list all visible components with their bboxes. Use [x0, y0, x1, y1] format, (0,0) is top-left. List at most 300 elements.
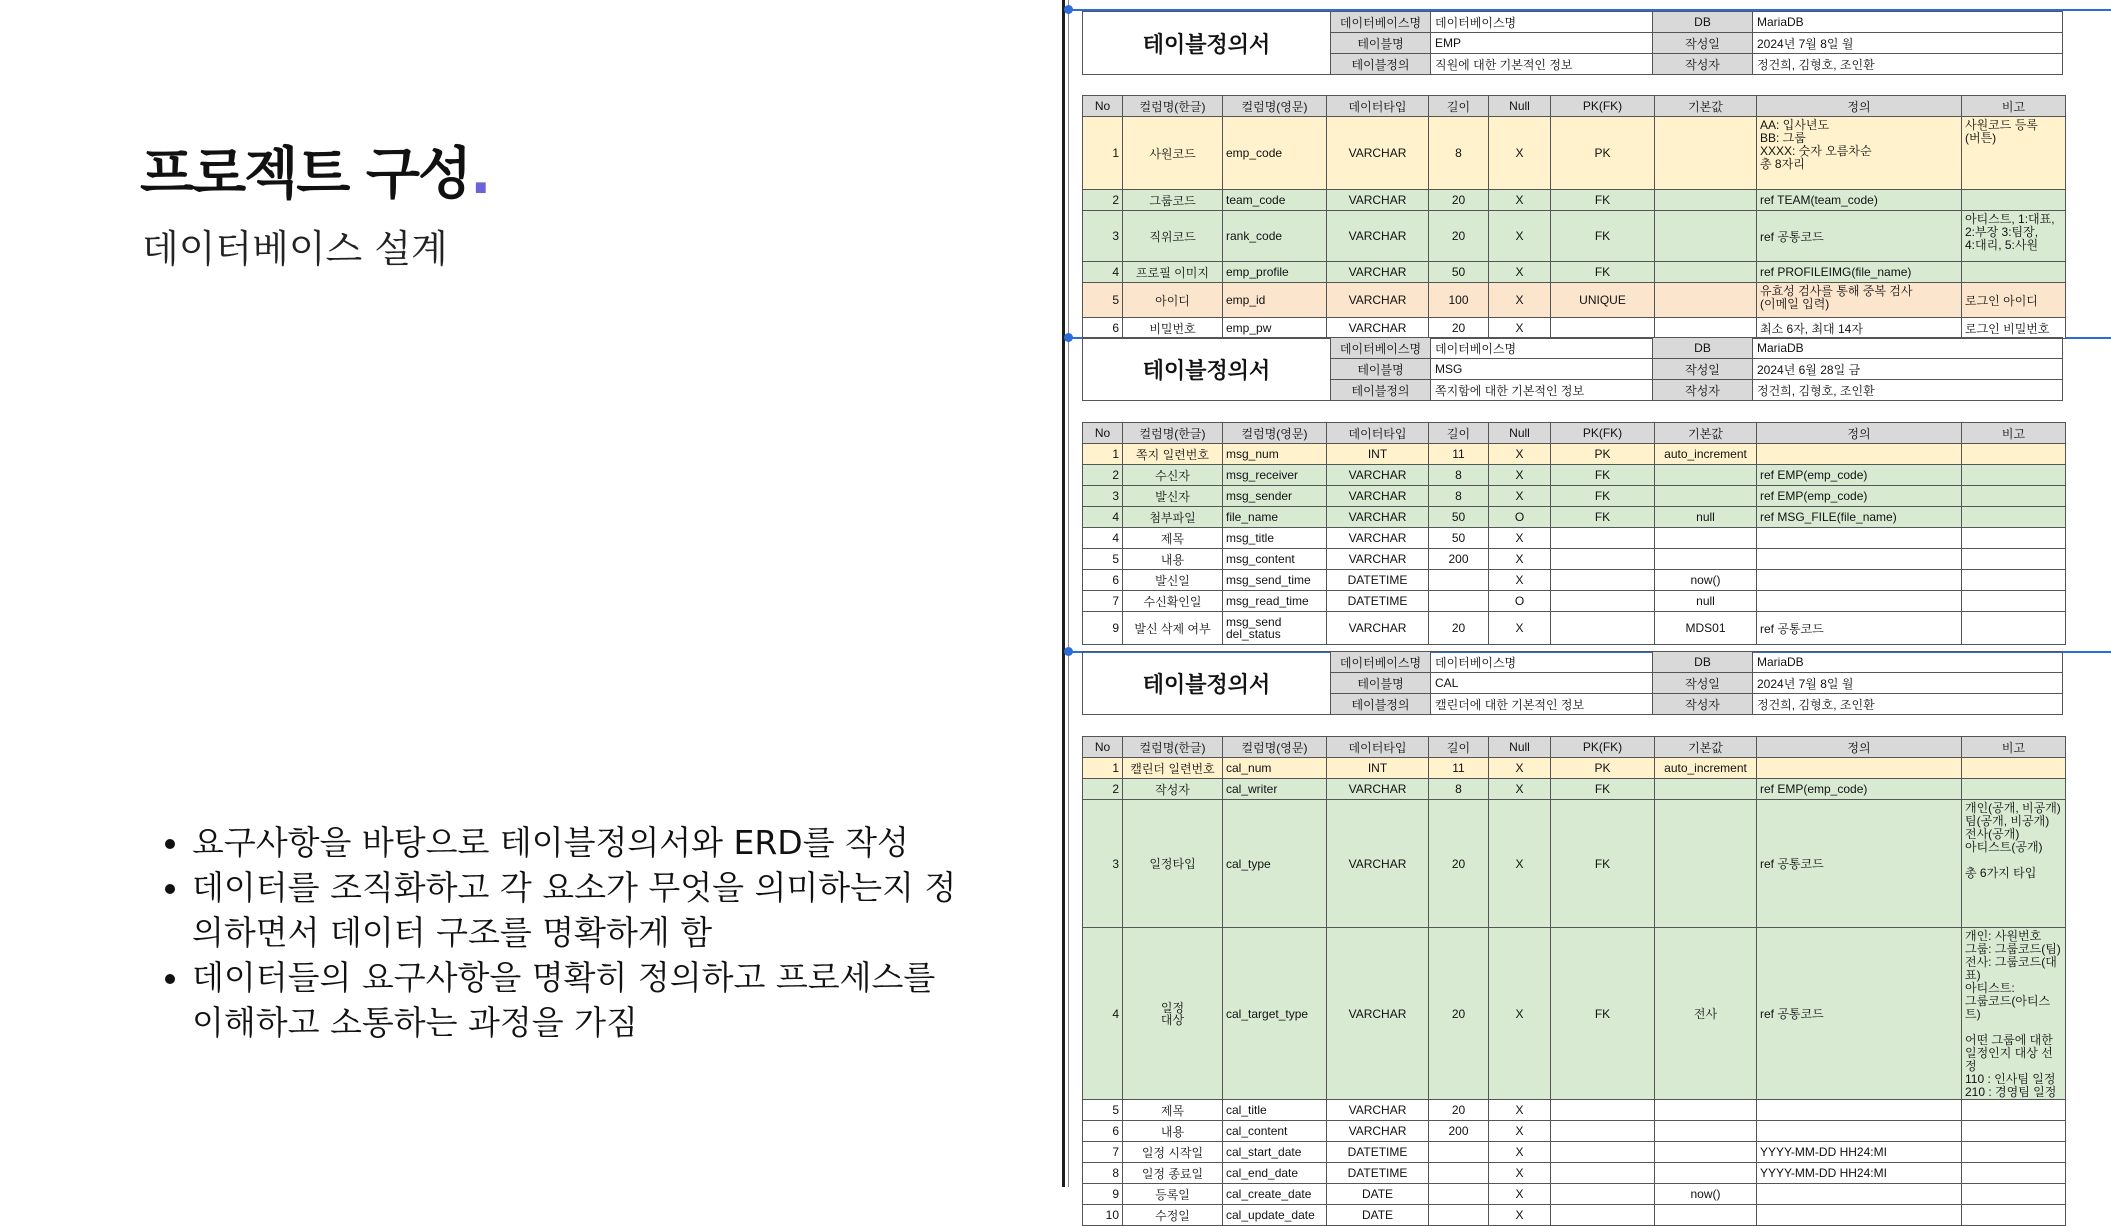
cell-name-en: cal_writer [1223, 779, 1327, 800]
column-table-cal [1082, 736, 2066, 1226]
cell-name-en: team_code [1223, 190, 1327, 211]
cell-note [1962, 528, 2066, 549]
cell-key [1551, 1163, 1655, 1184]
cell-default [1655, 1163, 1757, 1184]
column-header: 비고 [1962, 96, 2066, 117]
column-header: 컬럼명(영문) [1223, 737, 1327, 758]
db-value: MariaDB [1753, 338, 2063, 359]
table-row[interactable] [1083, 507, 2066, 528]
table-row[interactable] [1083, 444, 2066, 465]
cell-name-en: cal_num [1223, 758, 1327, 779]
cell-key: PK [1551, 758, 1655, 779]
cell-default [1655, 1142, 1757, 1163]
table-name-label: 테이블명 [1331, 673, 1431, 694]
cell-definition: ref EMP(emp_code) [1757, 486, 1962, 507]
selection-handle[interactable] [1064, 647, 1073, 656]
cell-key: FK [1551, 800, 1655, 928]
db-name-label: 데이터베이스명 [1331, 12, 1431, 33]
author-value: 정건희, 김형호, 조인환 [1753, 380, 2063, 401]
cell-length: 50 [1429, 507, 1489, 528]
cell-note [1962, 549, 2066, 570]
author-label: 작성자 [1653, 694, 1753, 715]
cell-type: VARCHAR [1327, 612, 1429, 645]
cell-default: null [1655, 507, 1757, 528]
cell-length: 20 [1429, 928, 1489, 1100]
cell-type: DATE [1327, 1205, 1429, 1226]
table-row[interactable] [1083, 612, 2066, 645]
cell-default: 전사 [1655, 928, 1757, 1100]
cell-no: 7 [1083, 591, 1123, 612]
cell-length: 11 [1429, 444, 1489, 465]
created-value: 2024년 7월 8일 월 [1753, 33, 2063, 54]
cell-name-en: msg_num [1223, 444, 1327, 465]
cell-default [1655, 528, 1757, 549]
table-row[interactable] [1083, 486, 2066, 507]
table-row[interactable] [1083, 1205, 2066, 1226]
cell-note [1962, 779, 2066, 800]
cell-length: 8 [1429, 486, 1489, 507]
cell-key: FK [1551, 211, 1655, 262]
cell-no: 5 [1083, 1100, 1123, 1121]
created-label: 작성일 [1653, 673, 1753, 694]
slide-title-text: 프로젝트 구성 [140, 142, 471, 207]
column-header: 컬럼명(영문) [1223, 96, 1327, 117]
cell-key: FK [1551, 486, 1655, 507]
spec-doc-title: 테이블정의서 [1083, 338, 1331, 401]
cell-length: 8 [1429, 465, 1489, 486]
cell-default [1655, 779, 1757, 800]
table-row[interactable] [1083, 465, 2066, 486]
column-header-row [1083, 423, 2066, 444]
cell-definition: ref EMP(emp_code) [1757, 465, 1962, 486]
cell-type: VARCHAR [1327, 1121, 1429, 1142]
cell-name-en: cal_target_type [1223, 928, 1327, 1100]
cell-null: X [1489, 1121, 1551, 1142]
cell-name-en: cal_content [1223, 1121, 1327, 1142]
table-row[interactable] [1083, 928, 2066, 1100]
cell-default [1655, 1100, 1757, 1121]
table-row[interactable] [1083, 779, 2066, 800]
cell-type: VARCHAR [1327, 318, 1429, 339]
cell-no: 8 [1083, 1163, 1123, 1184]
cell-type: VARCHAR [1327, 528, 1429, 549]
cell-default [1655, 283, 1757, 318]
cell-length: 20 [1429, 612, 1489, 645]
column-header: 데이터타입 [1327, 96, 1429, 117]
cell-default: now() [1655, 1184, 1757, 1205]
cell-type: VARCHAR [1327, 800, 1429, 928]
cell-key [1551, 1184, 1655, 1205]
cell-name-ko: 발신 삭제 여부 [1123, 612, 1223, 645]
cell-note [1962, 1205, 2066, 1226]
column-header: 컬럼명(한글) [1123, 737, 1223, 758]
column-header: Null [1489, 737, 1551, 758]
cell-default: MDS01 [1655, 612, 1757, 645]
table-def-label: 테이블정의 [1331, 54, 1431, 75]
cell-default: null [1655, 591, 1757, 612]
cell-no: 3 [1083, 486, 1123, 507]
cell-name-ko: 사원코드 [1123, 117, 1223, 190]
cell-name-ko: 발신자 [1123, 486, 1223, 507]
cell-null: X [1489, 779, 1551, 800]
cell-name-ko: 작성자 [1123, 779, 1223, 800]
column-header: No [1083, 737, 1123, 758]
cell-null: X [1489, 262, 1551, 283]
created-value: 2024년 7월 8일 월 [1753, 673, 2063, 694]
cell-no: 6 [1083, 1121, 1123, 1142]
cell-length [1429, 1163, 1489, 1184]
table-row[interactable] [1083, 800, 2066, 928]
spec-doc-title: 테이블정의서 [1083, 652, 1331, 715]
cell-key: PK [1551, 444, 1655, 465]
table-row[interactable] [1083, 117, 2066, 190]
cell-note [1962, 1142, 2066, 1163]
author-value: 정건희, 김형호, 조인환 [1753, 54, 2063, 75]
table-def-value: 직원에 대한 기본적인 정보 [1431, 54, 1653, 75]
cell-name-en: emp_id [1223, 283, 1327, 318]
cell-name-en: msg_read_time [1223, 591, 1327, 612]
table-name-value: CAL [1431, 673, 1653, 694]
table-row[interactable] [1083, 211, 2066, 262]
slide-text-panel [0, 0, 1060, 1187]
column-header: 비고 [1962, 423, 2066, 444]
db-label: DB [1653, 338, 1753, 359]
table-row[interactable] [1083, 190, 2066, 211]
table-row[interactable] [1083, 318, 2066, 339]
cell-type: DATETIME [1327, 591, 1429, 612]
cell-length [1429, 591, 1489, 612]
column-table-msg [1082, 422, 2066, 645]
table-row[interactable] [1083, 1184, 2066, 1205]
cell-definition [1757, 1184, 1962, 1205]
cell-name-en: cal_title [1223, 1100, 1327, 1121]
cell-name-ko: 제목 [1123, 528, 1223, 549]
cell-note [1962, 591, 2066, 612]
cell-null: X [1489, 528, 1551, 549]
cell-default: auto_increment [1655, 444, 1757, 465]
table-name-value: EMP [1431, 33, 1653, 54]
cell-default [1655, 117, 1757, 190]
cell-key [1551, 1121, 1655, 1142]
cell-name-en: cal_create_date [1223, 1184, 1327, 1205]
cell-definition [1757, 549, 1962, 570]
column-header: 정의 [1757, 96, 1962, 117]
cell-note [1962, 1100, 2066, 1121]
cell-type: VARCHAR [1327, 190, 1429, 211]
cell-null: X [1489, 800, 1551, 928]
cell-definition: ref 공통코드 [1757, 211, 1962, 262]
cell-type: DATETIME [1327, 1142, 1429, 1163]
table-row[interactable] [1083, 1121, 2066, 1142]
cell-note: 개인: 사원번호 그룹: 그룹코드(팀) 전사: 그룹코드(대표) 아티스트: 그룹코드(아티스트) 어떤 그룹에 대한 일정인지 대상 선정 110 : 인사팀 일정 210 : 경영팀 일정 [1962, 928, 2066, 1100]
cell-type: VARCHAR [1327, 211, 1429, 262]
cell-name-en: msg_receiver [1223, 465, 1327, 486]
table-row[interactable] [1083, 283, 2066, 318]
bullet-item: • 데이터를 조직화하고 각 요소가 무엇을 의미하는지 정의하면서 데이터 구조를 명확하게 함 [192, 865, 972, 955]
cell-definition [1757, 528, 1962, 549]
cell-no: 1 [1083, 117, 1123, 190]
cell-definition: ref 공통코드 [1757, 928, 1962, 1100]
cell-note [1962, 190, 2066, 211]
cell-note [1962, 507, 2066, 528]
cell-no: 1 [1083, 444, 1123, 465]
cell-definition: 최소 6자, 최대 14자 [1757, 318, 1962, 339]
cell-no: 9 [1083, 612, 1123, 645]
cell-definition: ref TEAM(team_code) [1757, 190, 1962, 211]
cell-key: PK [1551, 117, 1655, 190]
cell-key: UNIQUE [1551, 283, 1655, 318]
cell-name-ko: 일정 종료일 [1123, 1163, 1223, 1184]
cell-no: 10 [1083, 1205, 1123, 1226]
column-header: 정의 [1757, 737, 1962, 758]
cell-no: 2 [1083, 190, 1123, 211]
cell-key [1551, 1142, 1655, 1163]
cell-key: FK [1551, 465, 1655, 486]
panel-divider [1062, 0, 1065, 1187]
cell-note: 아티스트, 1:대표, 2:부장 3:팀장, 4:대리, 5:사원 [1962, 211, 2066, 262]
cell-definition: ref MSG_FILE(file_name) [1757, 507, 1962, 528]
created-value: 2024년 6월 28일 금 [1753, 359, 2063, 380]
db-name-value: 데이터베이스명 [1431, 338, 1653, 359]
bullet-item: • 요구사항을 바탕으로 테이블정의서와 ERD를 작성 [192, 820, 972, 865]
cell-name-en: rank_code [1223, 211, 1327, 262]
cell-note [1962, 486, 2066, 507]
cell-name-ko: 첨부파일 [1123, 507, 1223, 528]
table-def-value: 캘린더에 대한 기본적인 정보 [1431, 694, 1653, 715]
cell-length: 20 [1429, 800, 1489, 928]
cell-type: INT [1327, 444, 1429, 465]
cell-length [1429, 1205, 1489, 1226]
cell-null: X [1489, 928, 1551, 1100]
column-header: 컬럼명(한글) [1123, 423, 1223, 444]
cell-definition [1757, 1100, 1962, 1121]
cell-null: O [1489, 507, 1551, 528]
table-name-label: 테이블명 [1331, 33, 1431, 54]
selection-handle[interactable] [1064, 333, 1073, 342]
column-header: Null [1489, 423, 1551, 444]
column-header: 데이터타입 [1327, 737, 1429, 758]
cell-null: X [1489, 318, 1551, 339]
cell-null: X [1489, 190, 1551, 211]
cell-name-en: file_name [1223, 507, 1327, 528]
cell-no: 6 [1083, 318, 1123, 339]
cell-null: X [1489, 570, 1551, 591]
cell-type: VARCHAR [1327, 486, 1429, 507]
db-name-value: 데이터베이스명 [1431, 652, 1653, 673]
spec-doc-title: 테이블정의서 [1083, 12, 1331, 75]
cell-name-ko: 직위코드 [1123, 211, 1223, 262]
cell-name-ko: 일정 시작일 [1123, 1142, 1223, 1163]
column-header: 컬럼명(한글) [1123, 96, 1223, 117]
cell-type: VARCHAR [1327, 283, 1429, 318]
table-row[interactable] [1083, 1100, 2066, 1121]
cell-key [1551, 549, 1655, 570]
table-def-label: 테이블정의 [1331, 380, 1431, 401]
cell-null: X [1489, 486, 1551, 507]
db-label: DB [1653, 652, 1753, 673]
cell-key [1551, 570, 1655, 591]
column-table-emp [1082, 95, 2066, 339]
cell-definition [1757, 570, 1962, 591]
cell-name-en: msg_title [1223, 528, 1327, 549]
cell-default [1655, 262, 1757, 283]
cell-name-ko: 일정 대상 [1123, 928, 1223, 1100]
author-label: 작성자 [1653, 54, 1753, 75]
cell-no: 4 [1083, 262, 1123, 283]
cell-definition: 유효성 검사를 통해 중복 검사 (이메일 입력) [1757, 283, 1962, 318]
cell-name-ko: 수정일 [1123, 1205, 1223, 1226]
cell-null: X [1489, 465, 1551, 486]
cell-key: FK [1551, 928, 1655, 1100]
cell-length: 200 [1429, 1121, 1489, 1142]
cell-type: VARCHAR [1327, 549, 1429, 570]
cell-note [1962, 758, 2066, 779]
column-header: 컬럼명(영문) [1223, 423, 1327, 444]
cell-name-en: msg_send_time [1223, 570, 1327, 591]
table-row[interactable] [1083, 570, 2066, 591]
table-spec-header-msg [1082, 337, 2063, 401]
cell-name-en: cal_end_date [1223, 1163, 1327, 1184]
table-name-value: MSG [1431, 359, 1653, 380]
cell-null: X [1489, 211, 1551, 262]
column-header: 길이 [1429, 96, 1489, 117]
cell-note [1962, 465, 2066, 486]
selection-handle[interactable] [1064, 5, 1073, 14]
cell-null: X [1489, 612, 1551, 645]
cell-key [1551, 1205, 1655, 1226]
cell-null: O [1489, 591, 1551, 612]
cell-null: X [1489, 283, 1551, 318]
cell-name-ko: 캘린더 일련번호 [1123, 758, 1223, 779]
cell-null: X [1489, 758, 1551, 779]
cell-name-ko: 그룹코드 [1123, 190, 1223, 211]
cell-name-ko: 수신자 [1123, 465, 1223, 486]
cell-default [1655, 1205, 1757, 1226]
cell-type: VARCHAR [1327, 465, 1429, 486]
cell-name-ko: 비밀번호 [1123, 318, 1223, 339]
cell-default: auto_increment [1655, 758, 1757, 779]
cell-type: VARCHAR [1327, 928, 1429, 1100]
cell-no: 3 [1083, 211, 1123, 262]
cell-note: 로그인 비밀번호 [1962, 318, 2066, 339]
table-row[interactable] [1083, 758, 2066, 779]
table-row[interactable] [1083, 591, 2066, 612]
cell-no: 3 [1083, 800, 1123, 928]
cell-note: 개인(공개, 비공개) 팀(공개, 비공개) 전사(공개) 아티스트(공개) 총 6가지 타입 [1962, 800, 2066, 928]
column-header-row [1083, 96, 2066, 117]
cell-default [1655, 1121, 1757, 1142]
author-label: 작성자 [1653, 380, 1753, 401]
db-name-label: 데이터베이스명 [1331, 652, 1431, 673]
table-def-value: 쪽지함에 대한 기본적인 정보 [1431, 380, 1653, 401]
table-spec-header-emp [1082, 11, 2063, 75]
column-header: 정의 [1757, 423, 1962, 444]
cell-null: X [1489, 1205, 1551, 1226]
cell-default [1655, 800, 1757, 928]
table-spec-sheet [1068, 0, 2111, 1223]
cell-default [1655, 318, 1757, 339]
cell-definition [1757, 444, 1962, 465]
column-header: 기본값 [1655, 423, 1757, 444]
slide-title [140, 130, 489, 210]
cell-no: 2 [1083, 465, 1123, 486]
cell-length: 200 [1429, 549, 1489, 570]
cell-type: INT [1327, 758, 1429, 779]
cell-name-ko: 내용 [1123, 549, 1223, 570]
cell-key [1551, 591, 1655, 612]
cell-name-ko: 제목 [1123, 1100, 1223, 1121]
cell-note [1962, 570, 2066, 591]
table-row[interactable] [1083, 528, 2066, 549]
table-name-label: 테이블명 [1331, 359, 1431, 380]
table-row[interactable] [1083, 262, 2066, 283]
author-value: 정건희, 김형호, 조인환 [1753, 694, 2063, 715]
cell-default [1655, 211, 1757, 262]
column-header: PK(FK) [1551, 423, 1655, 444]
cell-no: 6 [1083, 570, 1123, 591]
column-header: No [1083, 96, 1123, 117]
cell-definition: ref PROFILEIMG(file_name) [1757, 262, 1962, 283]
cell-definition: AA: 입사년도 BB: 그룹 XXXX: 숫자 오름차순 총 8자리 [1757, 117, 1962, 190]
column-header: 비고 [1962, 737, 2066, 758]
cell-note [1962, 612, 2066, 645]
cell-type: VARCHAR [1327, 507, 1429, 528]
cell-type: VARCHAR [1327, 779, 1429, 800]
cell-length [1429, 1184, 1489, 1205]
cell-length: 11 [1429, 758, 1489, 779]
cell-definition [1757, 1121, 1962, 1142]
column-header-row [1083, 737, 2066, 758]
cell-name-ko: 내용 [1123, 1121, 1223, 1142]
slide-subtitle: 데이터베이스 설계 [142, 227, 448, 271]
cell-definition [1757, 1205, 1962, 1226]
cell-null: X [1489, 1100, 1551, 1121]
cell-name-ko: 프로필 이미지 [1123, 262, 1223, 283]
cell-note [1962, 1121, 2066, 1142]
bullet-item: • 데이터들의 요구사항을 명확히 정의하고 프로세스를 이해하고 소통하는 과정을 가짐 [192, 955, 972, 1045]
cell-key [1551, 528, 1655, 549]
cell-definition: YYYY-MM-DD HH24:MI [1757, 1163, 1962, 1184]
table-row[interactable] [1083, 1163, 2066, 1184]
cell-default [1655, 486, 1757, 507]
cell-name-en: cal_type [1223, 800, 1327, 928]
cell-note [1962, 262, 2066, 283]
cell-name-en: msg_sender [1223, 486, 1327, 507]
cell-no: 2 [1083, 779, 1123, 800]
cell-key: FK [1551, 779, 1655, 800]
table-row[interactable] [1083, 1142, 2066, 1163]
db-value: MariaDB [1753, 652, 2063, 673]
table-row[interactable] [1083, 549, 2066, 570]
cell-name-ko: 수신확인일 [1123, 591, 1223, 612]
table-spec-header-cal [1082, 651, 2063, 715]
column-header: PK(FK) [1551, 737, 1655, 758]
db-label: DB [1653, 12, 1753, 33]
cell-note: 사원코드 등록 (버튼) [1962, 117, 2066, 190]
cell-null: X [1489, 117, 1551, 190]
column-header: PK(FK) [1551, 96, 1655, 117]
table-def-label: 테이블정의 [1331, 694, 1431, 715]
cell-definition: ref 공통코드 [1757, 612, 1962, 645]
cell-type: DATE [1327, 1184, 1429, 1205]
cell-null: X [1489, 444, 1551, 465]
cell-key: FK [1551, 190, 1655, 211]
cell-default [1655, 549, 1757, 570]
cell-length: 20 [1429, 211, 1489, 262]
column-header: 길이 [1429, 423, 1489, 444]
cell-note [1962, 1163, 2066, 1184]
cell-name-ko: 등록일 [1123, 1184, 1223, 1205]
